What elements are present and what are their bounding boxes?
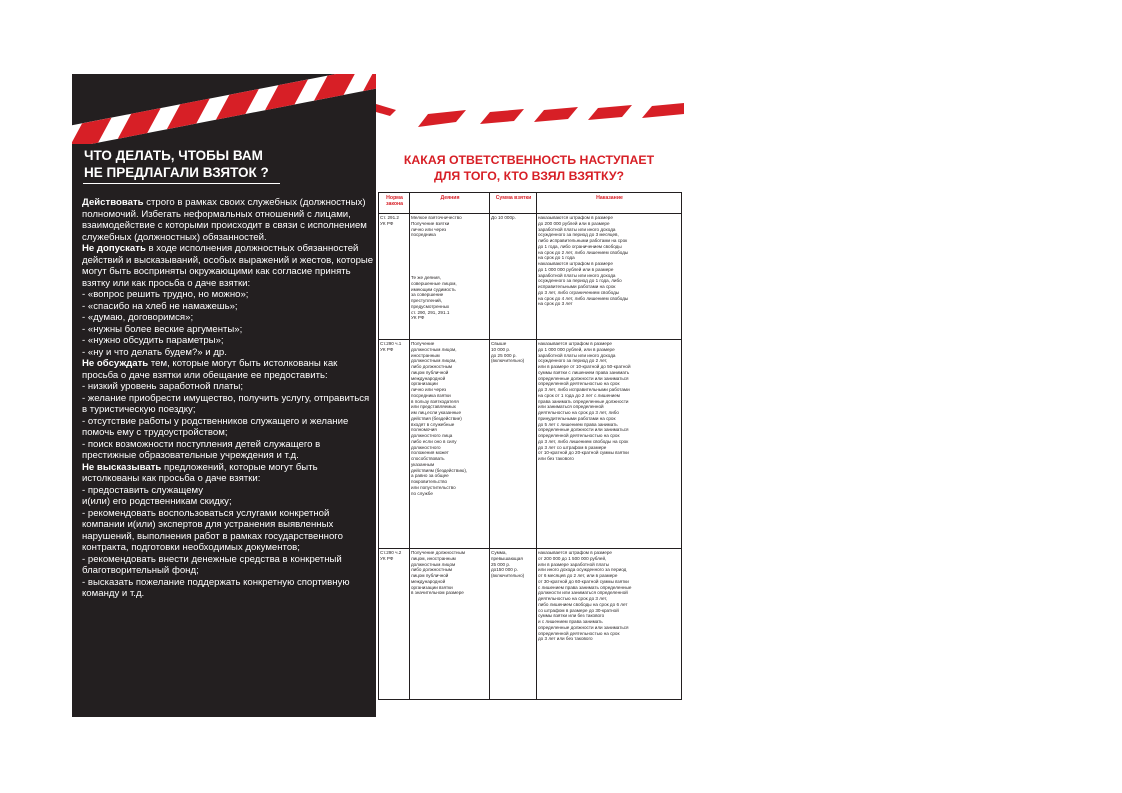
list-item: - поиск возможности поступления детей служащего в престижные образовательные учреждения и т.д. — [82, 438, 321, 461]
right-title-line1: КАКАЯ ОТВЕТСТВЕННОСТЬ НАСТУПАЕТ — [403, 153, 655, 167]
right-title — [376, 152, 682, 184]
table-cell-penalty: наказывается штрафом в размере до 1 000 000 рублей, или в размере заработной платы или иного дохода осужденного за период до 2 лет, или в размере от 10-кратной до 50-кратной суммы взятки с лишением права занимать определенные должности или заниматься определенной деятельностью на срок до 3 лет, либо исправительными работами на срок от 1 года до 2 лет с лишением права занимать определенные должности или заниматься определенной деятельностью на срок до 3 лет, либо принудительными работами на срок до 5 лет с лишением права занимать определенные должности или заниматься определенной деятельностью на срок до 3 лет, либо лишением свободы на срок до 3 лет со штрафом в размере от 10-кратной до 20-кратной суммы взятки или без такового — [538, 341, 631, 461]
bold-lead: Не допускать — [82, 243, 146, 254]
table-cell-amount: Свыше 10 000 р. до 25 000 р. (включительно) — [491, 341, 525, 364]
table-cell-penalty: наказывается штрафом в размере от 200 000 до 1 500 000 рублей, или в размере заработной платы или иного дохода осужденного за период от 6 месяцев до 2 лет, или в размере от 30-кратной до 60-кратной суммы взятки с лишением права занимать определенные должности или заниматься определенной деятельностью на срок до 3 лет, либо лишением свободы на срок до 6 лет со штрафом в размере до 30-кратной суммы взятки или без такового и с лишением права занимать определенные должности или заниматься определенной деятельностью на срок до 3 лет или без такового — [538, 550, 632, 642]
paragraph-act — [82, 197, 374, 243]
bold-lead: Действовать — [82, 197, 144, 208]
title-underline — [83, 183, 280, 184]
table-cell-act: Мелкое взяточничество Получение взятки лично или через посредника — [411, 215, 462, 238]
list-item: - предоставить служащему — [82, 484, 204, 496]
paragraph-text: в ходе исполнения должностных обязанностей действий и высказываний, особых выражений и жестов, которые могут быть восприняты окружающими как согласие принять взятку или как просьба о даче взятки: — [82, 243, 374, 289]
row-divider — [379, 339, 681, 340]
left-title — [84, 147, 374, 181]
list-item: - «нужны более веские аргументы»; — [82, 323, 243, 335]
header-amount: Сумма взятки — [495, 195, 532, 201]
list-item: - рекомендовать внести денежные средства в конкретный благотворительный фонд; — [82, 553, 342, 576]
list-item: - высказать пожелание поддержать конкретную спортивную команду и т.д. — [82, 576, 350, 599]
left-panel — [72, 74, 376, 717]
hazard-tape-left — [72, 74, 376, 144]
table-cell-amount: До 10 000р. — [491, 215, 516, 220]
table-cell-act: Получение должностным лицом, иностранным должностным лицом либо должностным лицом публичной международной организации взятки в значительном размере — [411, 550, 465, 596]
table-cell-act-repeat: Те же деяния, совершенные лицом, имеющим судимость за совершение преступлений, предусмотренных ст. 290, 291, 291.1 УК РФ — [411, 275, 457, 321]
list-item: - «думаю, договоримся»; — [82, 312, 194, 323]
table-cell-law: Ст. 291.2 УК РФ — [380, 215, 399, 226]
right-title-line2: ДЛЯ ТОГО, КТО ВЗЯЛ ВЗЯТКУ? — [433, 169, 625, 183]
header-act: Деяния — [440, 195, 460, 201]
bold-lead: Не высказывать — [82, 461, 162, 473]
paragraph-not-allow — [82, 243, 374, 289]
list-item: - «вопрос решить трудно, но можно»; — [82, 289, 249, 300]
list-item: - «нужно обсудить параметры»; — [82, 335, 224, 346]
table-cell-law: Ст.290 ч.1 УК РФ — [380, 341, 402, 352]
list-item: - рекомендовать воспользоваться услугами конкретной компании и(или) экспертов для устранения выявленных нарушений, выполнения работ в рамках государственного контракта, подготовки необходимых документов; — [82, 507, 343, 553]
row-divider — [379, 213, 681, 214]
paragraph-text: строго в рамках своих служебных (должностных) полномочий. Избегать неформальных отношений с лицами, взаимодействие с которыми происходит в связи с исполнением служебных (должностных) обязанностей. — [82, 197, 367, 243]
bold-lead: Не обсуждать — [82, 358, 149, 369]
table-cell-act: Получение должностным лицом, иностранным должностным лицом, либо должностным лицом публичной международной организации лично или через посредника взятки в пользу взяткодателя или представляемых им лиц,если указанные действия (бездействие) входят в служебные полномочия должностного лица либо если оно в силу должностного положения может способствовать указанным действиям (бездействию), а равно за общее покровительство или попустительство по службе — [411, 341, 468, 496]
list-item: и(или) его родственникам скидку; — [82, 496, 232, 507]
paragraph-not-discuss — [82, 358, 374, 381]
header-penalty: Наказание — [596, 195, 623, 201]
paragraph-text: тем, которые могут быть истолкованы как просьба о даче взятки или обещание ее предоставить: — [82, 358, 338, 381]
table-cell-law: Ст.290 ч.2 УК РФ — [380, 550, 402, 561]
hazard-tape-right — [376, 100, 684, 140]
advice-text — [82, 197, 374, 600]
paragraph-not-express — [82, 462, 374, 485]
responsibility-table — [378, 192, 682, 700]
list-item: - желание приобрести имущество, получить услугу, отправиться в туристическую поездку; — [82, 392, 370, 415]
table-cell-penalty: наказываются штрафом в размере до 200 000 рублей или в размере заработной платы или иного дохода осужденного за период до 3 месяцев, либо исправительными работами на срок до 1 года, либо ограничением свободы на срок до 2 лет, либо лишением свободы на срок до 1 года наказываются штрафом в размере до 1 000 000 рублей или в размере заработной платы или иного дохода осужденного за период до 1 года, либо исправительными работами на срок до 3 лет, либо ограничением свободы на срок до 4 лет, либо лишением свободы на срок до 3 лет — [538, 215, 629, 307]
list-item: - отсутствие работы у родственников служащего и желание помочь ему с трудоустройством; — [82, 415, 349, 438]
left-title-line1: ЧТО ДЕЛАТЬ, ЧТОБЫ ВАМ — [84, 148, 263, 163]
paragraph-text: предложений, которые могут быть истолкованы как просьба о даче взятки: — [82, 461, 318, 484]
list-item: - «спасибо на хлеб не намажешь»; — [82, 300, 238, 312]
row-divider — [379, 548, 681, 549]
left-title-line2: НЕ ПРЕДЛАГАЛИ ВЗЯТОК ? — [84, 165, 269, 180]
list-item: - «ну и что делать будем?» и др. — [82, 346, 227, 358]
header-law: Норма закона — [385, 195, 404, 207]
list-item: - низкий уровень заработной платы; — [82, 381, 244, 392]
table-cell-amount: Сумма, превышающая 25 000 р. до150 000 р. (включительно) — [491, 550, 525, 578]
